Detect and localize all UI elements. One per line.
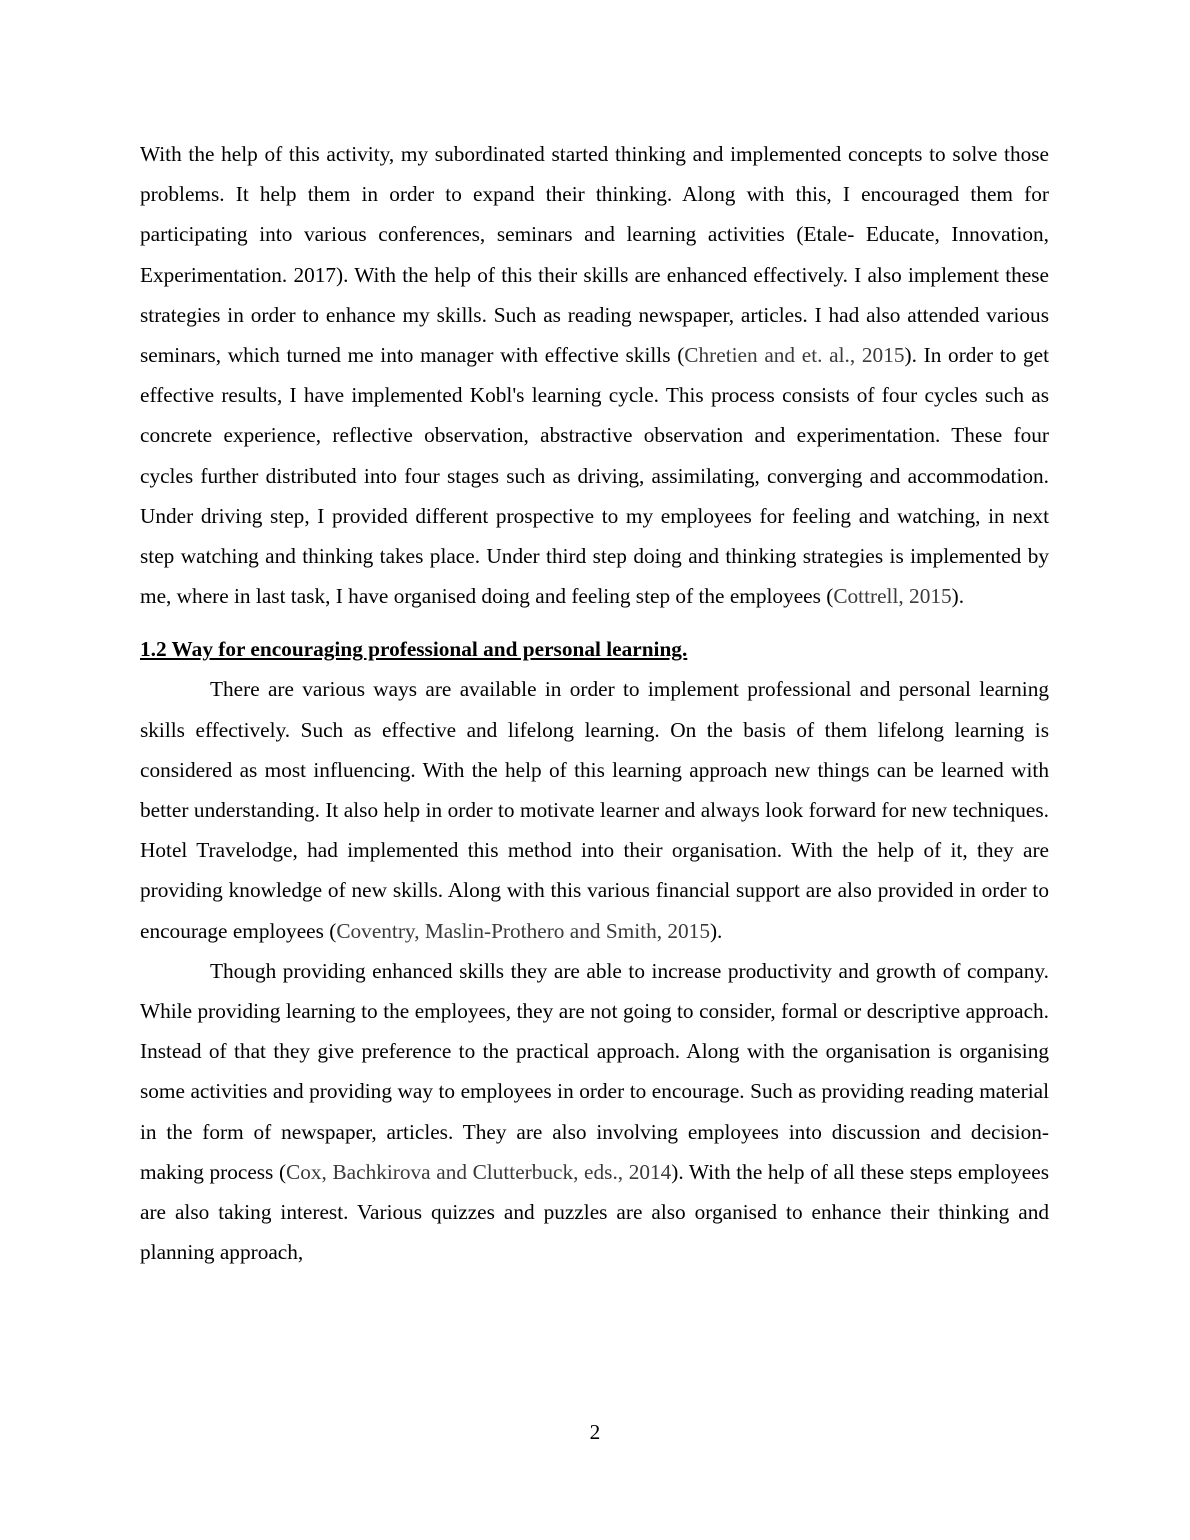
citation-cottrell: Cottrell, 2015 <box>833 584 952 609</box>
paragraph-text: ). <box>951 584 965 609</box>
page-number: 2 <box>589 1420 601 1444</box>
paragraph-practical-approach <box>140 951 1049 1273</box>
paragraph-text: ). In order to get effective results, I have implemented Kobl's learning cycle. This process consists of four cycles such as concrete experience, reflective observation, abstractive observation and experimentation. These four cycles further distributed into four stages such as driving, assimilating, converging and accommodation. Under driving step, I provided different prospective to my employees for feeling and watching, in next step watching and thinking takes place. Under third step doing and thinking strategies is implemented by me, where in last task, I have organised doing and feeling step of the employees ( <box>140 343 1049 609</box>
paragraph-lifelong-learning <box>140 669 1049 950</box>
citation-coventry: Coventry, Maslin-Prothero and Smith, 2015 <box>336 918 710 943</box>
paragraph-text: ). With the help of all these steps employees are also taking interest. Various quizzes and puzzles are also organised to enhance their thinking and planning approach, <box>140 1159 1049 1265</box>
paragraph-text: Though providing enhanced skills they are able to increase productivity and growth of company. While providing learning to the employees, they are not going to consider, formal or descriptive approach. Instead of that they give preference to the practical approach. Along with the organisation is organising some activities and providing way to employees in order to encourage. Such as providing reading material in the form of newspaper, articles. They are also involving employees into discussion and decision-making process ( <box>140 958 1049 1184</box>
citation-cox: Cox, Bachkirova and Clutterbuck, eds., 2014 <box>286 1159 672 1184</box>
paragraph-text: ). <box>709 918 723 943</box>
paragraph-activity-outcomes <box>140 134 1049 616</box>
paragraph-text: There are various ways are available in order to implement professional and personal learning skills effectively. Such as effective and lifelong learning. On the basis of them lifelong learning is considered as most influencing. With the help of this learning approach new things can be learned with better understanding. It also help in order to motivate learner and always look forward for new techniques. Hotel Travelodge, had implemented this method into their organisation. With the help of it, they are providing knowledge of new skills. Along with this various financial support are also provided in order to encourage employees ( <box>140 677 1049 943</box>
citation-chretien: Chretien and et. al., 2015 <box>684 343 905 368</box>
document-page <box>140 134 1049 1272</box>
paragraph-text: With the help of this activity, my subordinated started thinking and implemented concepts to solve those problems. It help them in order to expand their thinking. Along with this, I encouraged them for participating into various conferences, seminars and learning activities (Etale- Educate, Innovation, Experimentation. 2017). With the help of this their skills are enhanced effectively. I also implement these strategies in order to enhance my skills. Such as reading newspaper, articles. I had also attended various seminars, which turned me into manager with effective skills ( <box>140 142 1049 368</box>
section-heading: 1.2 Way for encouraging professional and personal learning. <box>140 637 688 662</box>
